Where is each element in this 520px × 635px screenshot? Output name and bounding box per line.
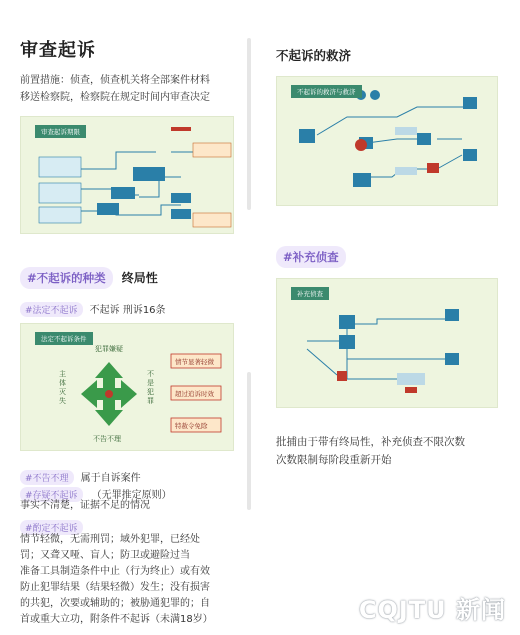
diagram2-box-1: 情节显著轻微 [175,358,214,366]
statutory-conditions-diagram [20,323,234,451]
tag-discretionary-non-prosecution[interactable]: #酌定不起诉 [20,520,83,535]
supplementary-investigation-diagram [276,278,498,408]
discretion-line-2: 罚；又聋又哑、盲人；防卫或避险过当 [20,550,190,561]
intro-line-2: 移送检察院，检察院在规定时间内审查决定 [20,92,210,103]
discretion-line-1: 情节轻微，无需刑罚；域外犯罪，已经处 [20,534,200,545]
column-divider-top [247,38,251,210]
discretion-line-3: 准备工具制造条件中止（行为终止）或有效 [20,566,210,577]
diagram2-box-2: 超过追诉时效 [175,390,214,398]
column-divider-bottom [247,372,251,510]
page-title: 审查起诉 [20,40,96,61]
tag-no-complaint[interactable]: #不告不理 [20,470,74,485]
diagram-header: 不起诉的救济与救济 [291,85,362,98]
watermark-logo: CQJTU 新闻 [358,596,506,624]
note-line-2: 次数限制每阶段重新开始 [276,454,392,466]
diagram-header: 补充侦查 [291,287,329,300]
discretion-line-6: 首或重大立功，附条件不起诉（未满18岁） [20,614,213,625]
diagram2-left: 主体灭失 [59,370,66,405]
diagram-header: 审查起诉期限 [35,125,86,138]
remedy-title: 不起诉的救济 [276,48,352,63]
finality-label: 终局性 [121,271,158,285]
tag-supplementary-investigation[interactable]: #补充侦查 [276,246,346,268]
intro-line-1: 前置措施：侦查，侦查机关将全部案件材料 [20,75,210,86]
remedy-diagram [276,76,498,206]
doubt-text: （无罪推定原则） [91,490,172,501]
note-line-1: 批捕由于带有终局性，补充侦查不限次数 [276,436,465,448]
review-period-diagram [20,116,234,234]
tag-doubtful-non-prosecution[interactable]: #存疑不起诉 [20,487,83,502]
discretion-line-5: 的共犯，次要或辅助的；被胁通犯罪的；自 [20,598,210,609]
doubt-line: 事实不清楚，证据不足的情况 [20,500,150,511]
diagram-header: 法定不起诉条件 [35,332,93,345]
tag-statutory-non-prosecution[interactable]: #法定不起诉 [20,302,83,317]
diagram2-bottom: 不告不理 [93,435,121,443]
no-complaint-text: 属于自诉案件 [80,473,141,484]
tag-non-prosecution-types[interactable]: #不起诉的种类 [20,267,113,289]
statutory-text: 不起诉 刑诉16条 [89,305,166,316]
discretion-line-4: 防止犯罪结果（结果轻微）发生；没有损害 [20,582,210,593]
diagram2-right: 不是犯罪 [147,370,154,405]
diagram2-top: 犯罪嫌疑 [95,345,123,353]
diagram2-box-3: 特赦令免除 [175,422,208,430]
